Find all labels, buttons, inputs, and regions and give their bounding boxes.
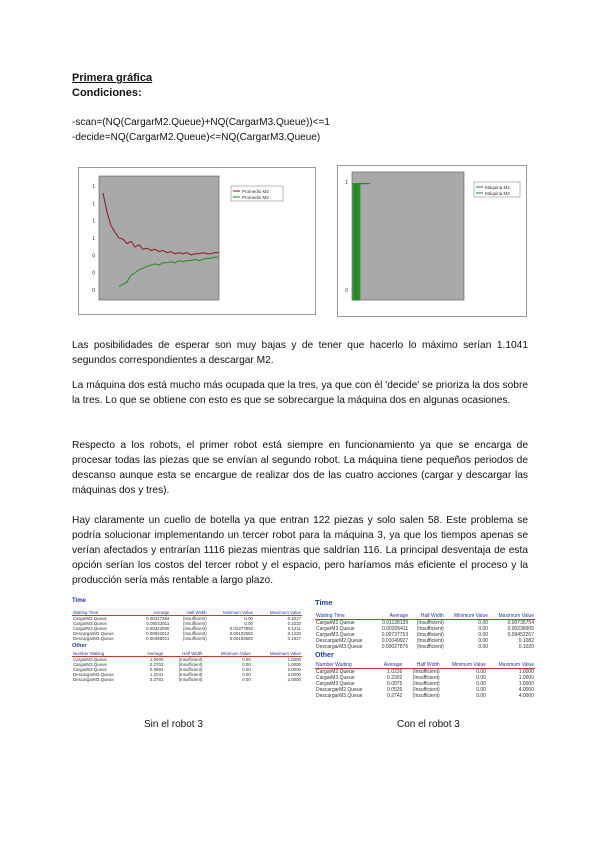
value-cell: 0.00 [476, 675, 486, 681]
queue-name-cell: CargarM3.Queue [73, 662, 107, 667]
value-cell: 0.00 [476, 681, 486, 687]
value-cell: 0.09452267 [507, 632, 534, 638]
value-cell: 0.00737753 [381, 632, 409, 638]
value-cell: 0.00 [242, 677, 251, 682]
queue-name-cell: CargarM3.Queue [316, 626, 355, 632]
waiting-time-table [72, 610, 302, 641]
waiting-time-header: Waiting Time [72, 610, 134, 616]
paragraph-1: Las posibilidades de esperar son muy bajas y de tener que hacerlo lo máximo serían 1.1041 segundos correspondientes a descargar M2. [72, 340, 528, 366]
value-cell: (Insufficient) [178, 672, 203, 677]
value-cell: 0.00102582 [229, 631, 253, 636]
value-cell: 0.00317354 [146, 616, 170, 621]
condition-decide: -decide=NQ(CargarM2.Queue)<=NQ(CargarM3.Queue) [72, 132, 321, 143]
legend-label: Máquina M2 [485, 184, 510, 190]
value-cell: 1.0000 [518, 669, 534, 675]
value-cell: 0.0526 [387, 687, 403, 693]
queue-name-cell: CargarM3.Queue [316, 632, 355, 638]
col-half-width: Half Width [164, 651, 203, 657]
value-cell: 0.00 [476, 669, 486, 675]
queue-name-cell: DescargarM3.Queue [316, 693, 363, 699]
y-tick-label: 1 [345, 180, 348, 186]
value-cell: 0.00 [242, 667, 251, 672]
chart-averages-svg [79, 168, 315, 314]
value-cell: 0.00 [242, 672, 251, 677]
queue-name-cell: CargarM2.Queue [73, 626, 107, 631]
value-cell: (Insufficient) [416, 638, 444, 644]
y-tick-label: 1 [92, 201, 95, 208]
col-min: Minimum Value [208, 610, 254, 616]
time-title: Time [315, 598, 333, 607]
value-cell: 1.0000 [518, 675, 534, 681]
value-cell: 0.1010 [287, 621, 301, 626]
value-cell: 0.00 [478, 626, 489, 632]
paragraph-3: Respecto a los robots, el primer robot está siempre en funcionamiento ya que se encarga de procesar todas las piezas que se envían al segundo robot. La máquina tiene pequeños periodos de descanso aunque esta se encargue de realizar dos de las cuatro acciones (cargar y descargar las máquinas dos y tres). [72, 440, 528, 496]
value-cell: 0.2302 [387, 675, 403, 681]
value-cell: 4.0000 [518, 687, 534, 693]
y-tick-label: 0 [92, 253, 95, 260]
value-cell: 1.0000 [287, 667, 301, 672]
value-cell: (Insufficient) [182, 616, 207, 621]
legend-label: Máquina M3 [485, 190, 510, 196]
chart-averages [78, 167, 316, 315]
value-cell: 0.2742 [387, 693, 403, 699]
value-cell: 1.0226 [387, 669, 403, 675]
queue-name-cell: DescargarM2.Queue [316, 687, 363, 693]
col-average: Average [377, 662, 403, 669]
page-heading: Primera gráfica [72, 72, 153, 84]
col-max: Maximum Value [487, 662, 535, 669]
queue-name-cell: DescargarM3.Queue [73, 672, 114, 677]
chart-machines-svg [338, 166, 526, 316]
value-cell: 0.0975 [387, 681, 403, 687]
col-average: Average [134, 610, 170, 616]
legend-label: Promedio M2 [242, 188, 269, 194]
col-half-width: Half Width [403, 662, 440, 669]
waiting-time-header: Waiting Time [315, 613, 374, 620]
value-cell: 0.00922012 [146, 631, 170, 636]
value-cell: 0.00322090 [146, 626, 170, 631]
value-cell: 0.01138139 [382, 620, 409, 626]
value-cell: 0.00 [478, 632, 489, 638]
plot-area [352, 172, 464, 300]
col-min: Minimum Value [203, 651, 251, 657]
y-tick-label: 0 [345, 288, 348, 294]
plot-area [99, 176, 219, 300]
queue-name-cell: DescargarM2.Queue [316, 638, 363, 644]
value-cell: (Insufficient) [178, 662, 203, 667]
results-table-without-robot3 [72, 598, 302, 682]
value-cell: 0.00 [242, 657, 251, 662]
y-tick-label: 0 [92, 288, 95, 294]
y-tick-label: 1 [92, 218, 95, 225]
time-title: Time [72, 598, 86, 604]
table-row [315, 644, 535, 650]
value-cell: (Insufficient) [412, 687, 440, 693]
col-half-width: Half Width [409, 613, 445, 620]
value-cell: 2.0000 [287, 672, 301, 677]
value-cell: (Insufficient) [416, 632, 444, 638]
value-cell: 0.1020 [518, 644, 534, 650]
paragraph-4: Hay claramente un cuello de botella ya que entran 122 piezas y solo salen 58. Este problema se podría solucionar implementando un tercer robot para la máquina 3, ya que los tiempos apenas se verían afectados y entrarían 1116 piezas mientras que saldrían 116. La principal desventaja de esta opción serían los costos del tercer robot y el espacio, pero haríamos más eficiente el proceso y la producción sería más rentable a largo plazo. [72, 515, 528, 586]
queue-name-cell: CargarM2.Queue [73, 616, 107, 621]
value-cell: (Insufficient) [182, 636, 207, 641]
table-row [72, 677, 302, 682]
results-table-with-robot3 [315, 598, 535, 699]
value-cell: 0.00 [242, 662, 251, 667]
value-cell: 0.2781 [149, 677, 164, 682]
value-cell: 0.00 [478, 638, 489, 644]
legend-label: Promedio M3 [242, 194, 269, 200]
value-cell: 0.0984 [149, 667, 164, 672]
value-cell: (Insufficient) [412, 669, 440, 675]
chart-machines [337, 165, 527, 317]
col-half-width: Half Width [170, 610, 207, 616]
value-cell: 0.00 [478, 644, 489, 650]
queue-name-cell: CargarM3.Queue [73, 657, 107, 662]
value-cell: 0.00 [476, 687, 486, 693]
queue-name-cell: CargarM3.Queue [73, 621, 107, 626]
col-average: Average [137, 651, 165, 657]
caption-with-robot3: Con el robot 3 [397, 719, 460, 730]
col-average: Average [374, 613, 409, 620]
value-cell: (Insufficient) [416, 626, 444, 632]
queue-name-cell: CargarM3.Queue [316, 681, 355, 687]
value-cell: 0.00 [244, 616, 253, 621]
value-cell: (Insufficient) [412, 693, 440, 699]
conditions-heading: Condiciones: [72, 87, 142, 99]
number-waiting-header: Number Waiting [315, 662, 377, 669]
waiting-time-table [315, 613, 535, 650]
value-cell: 0.2703 [149, 662, 164, 667]
value-cell: (Insufficient) [412, 675, 440, 681]
value-cell: 1.0000 [287, 657, 301, 662]
value-cell: 1.0000 [149, 657, 164, 662]
value-cell: 0.00 [244, 621, 253, 626]
condition-scan: -scan=(NQ(CargarM2.Queue)+NQ(CargarM3.Queue))<=1 [72, 117, 330, 128]
value-cell: 2.0000 [287, 677, 301, 682]
value-cell: (Insufficient) [178, 677, 203, 682]
y-tick-label: 1 [92, 184, 95, 190]
value-cell: 0.00027876 [381, 644, 409, 650]
queue-name-cell: CargarM3.Queue [316, 675, 355, 681]
number-waiting-table [72, 651, 302, 682]
paragraph-2: La máquina dos está mucho más ocupada que la tres, ya que con él 'decide' se prioriza la dos sobre la tres. Lo que se obtiene con esto es que se sobrecargue la máquina dos en algunas ocasiones. [72, 380, 528, 406]
value-cell: 0.00023911 [146, 621, 170, 626]
queue-name-cell: CargarM2.Queue [316, 669, 355, 675]
value-cell: 1.0000 [287, 662, 301, 667]
number-waiting-header: Number Waiting [72, 651, 137, 657]
queue-name-cell: CargarM2.Queue [316, 620, 355, 626]
queue-name-cell: CargarM2.Queue [73, 667, 107, 672]
value-cell: 0.1017 [287, 616, 301, 621]
col-max: Maximum Value [489, 613, 535, 620]
queue-name-cell: DescargarM3.Queue [316, 644, 363, 650]
value-cell: 0.00498021 [146, 636, 170, 641]
value-cell: (Insufficient) [178, 667, 203, 672]
col-max: Maximum Value [254, 610, 302, 616]
caption-without-robot3: Sin el robot 3 [144, 719, 203, 730]
col-max: Maximum Value [252, 651, 302, 657]
table-row [315, 693, 535, 699]
value-cell: 0.02377892 [229, 626, 253, 631]
table-row [72, 636, 302, 641]
y-tick-label: 0 [92, 270, 95, 277]
col-min: Minimum Value [445, 613, 489, 620]
value-cell: (Insufficient) [182, 631, 207, 636]
value-cell: (Insufficient) [178, 657, 203, 662]
queue-name-cell: DescargarM3.Queue [73, 677, 114, 682]
value-cell: 0.00 [476, 693, 486, 699]
value-cell: 0.1211 [287, 626, 301, 631]
value-cell: 0.1082 [518, 638, 534, 644]
value-cell: (Insufficient) [182, 621, 207, 626]
value-cell: 0.01049927 [381, 638, 409, 644]
value-cell: 0.00 [478, 620, 489, 626]
value-cell: 0.1220 [287, 631, 301, 636]
queue-name-cell: DescargarM3.Queue [73, 636, 114, 641]
value-cell: (Insufficient) [412, 681, 440, 687]
value-cell: (Insufficient) [416, 644, 444, 650]
value-cell: 0.00305411 [382, 626, 409, 632]
value-cell: 1.1041 [149, 672, 164, 677]
value-cell: 0.00735754 [507, 620, 534, 626]
other-title: Other [315, 652, 334, 659]
other-title: Other [72, 643, 87, 649]
value-cell: 4.0000 [518, 693, 534, 699]
value-cell: (Insufficient) [416, 620, 444, 626]
value-cell: (Insufficient) [182, 626, 207, 631]
queue-name-cell: DescargarM2.Queue [73, 631, 114, 636]
value-cell: 0.00166583 [229, 636, 253, 641]
number-waiting-table [315, 662, 535, 699]
value-cell: 1.0000 [518, 681, 534, 687]
value-cell: 0.00238905 [507, 626, 534, 632]
col-min: Minimum Value [441, 662, 487, 669]
value-cell: 0.1917 [287, 636, 301, 641]
y-tick-label: 1 [92, 236, 95, 242]
